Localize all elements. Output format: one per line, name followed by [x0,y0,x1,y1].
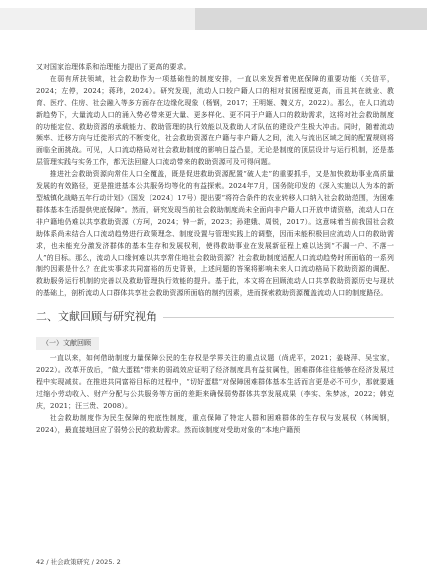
article-body [36,62,394,436]
section-heading-text: 二、文献回顾与研究视角 [36,310,157,324]
paragraph: 在弱有所扶领域，社会救助作为一项基础性的制度安排，一直以来发挥着兜底保障的重要功能（关信平，2024；左停，2024；蒋玮，2024）。研究发现，流动人口较户籍人口的相对贫困程度更高，而且其在就业、教育、医疗、住房、社会融入等多方面存在边缘化现象（杨钢，2017；王明姬、魏义方，2022）。那么，在人口流动新趋势下，大量流动人口的涌入势必带来更大量、更多样化、更不同于户籍人口的救助需求，这将对社会救助制度的功能定位、救助资源的承载能力、救助管理的执行效能以及救助人才队伍的建设产生极大冲击。同时，随着流动频率、迁移方向与迁徙形式的不断变化，社会救助资源在户籍与非户籍人之间，流入与流出区域之间的配置规则将面临全面挑战。可见，人口流动格局对社会救助制度的影响日益凸显，无论是制度的顶层设计与运行机制，还是基层管理实践与实务工作，都无法回避人口流动带来的救助资源可及可得问题。 [36,74,394,167]
paragraph: 社会救助制度作为民生保障的兜底性制度，重点保障了特定人群和困难群体的生存权与发展权（林闽钢，2024），最直接地回应了弱势公民的救助需求。然而该制度对受助对象的“本地户籍预 [36,413,394,434]
paragraph: 推进社会救助资源向常住人口全覆盖，既是促进救助资源配置“破人走”的重要抓手，又是加快救助事业高质量发展的有效路径，更是推进基本公共服务均等化的有益探索。2024年7月，国务院印发的《深入实施以人为本的新型城镇化战略五年行动计划》（国发〔2024〕17号）提出要“将符合条件的农业转移人口纳入社会救助范围，为困难群体基本生活提供兜底保障”。然而，研究发现当前社会救助制度尚未全面向非户籍人口开放申请资格，流动人口在非户籍地仍难以共享救助资源（方珂，2024；钟一新，2023；孙建娥、周锐，2017）。这意味着当前我国社会救助体系尚未结合人口流动趋势进行政策理念、制度设置与管理实践上的调整，因而未能积极回应流动人口的救助需求，也未能充分激发济群体的基本生存和发展权利，使得救助事业在发展新征程上难以达到“不漏一户、不落一人”的目标。那么，流动人口缘何难以共享常住地社会救助资源？社会救助制度适配人口流动趋势时所面临的一系列制约因素是什么？在此实事求共同富裕的历史背景，上述问题的答案将影响未来人口流动格局下救助资源的调配、救助服务运行机制的完善以及救助管理执行效能的提升。基于此，本文将在回顾流动人口共享救助资源历史与现状的基础上，剖析流动人口群体共享社会救助资源所面临的制约因素，进而探索救助资源覆盖流动人口的制度路径。 [36,170,394,298]
section-heading-rule [163,317,394,318]
paragraph-continuation: 又对国家治理体系和治理能力提出了更高的要求。 [36,63,191,71]
header-accent-bar [195,8,427,30]
paragraph: 一直以来，如何借助制度力量保障公民的生存权是学界关注的重点议题（尚虎平，2021；姜晓萍、吴宝家，2022）。改革开放后，“做大蛋糕”带来的弱疏效应证明了经济制度具有益贫属性，困难群体往往能够在经济发展过程中实现减贫。在推进共同富裕目标的过程中，“切好蛋糕”对保障困难群体基本生活而言更是必不可少，那就要通过缩小劳动收入、财产分配与公共服务等方面的差距来确保弱势群体共享发展成果（李实、朱梦冰，2022；韩克庆，2021；汪三贵、2008）。 [36,354,394,410]
page-footer: 42 / 社会政策研究 / 2025. 2 [36,558,121,566]
subsection-heading: （一）文献回顾 [36,337,99,350]
section-heading [36,309,394,325]
